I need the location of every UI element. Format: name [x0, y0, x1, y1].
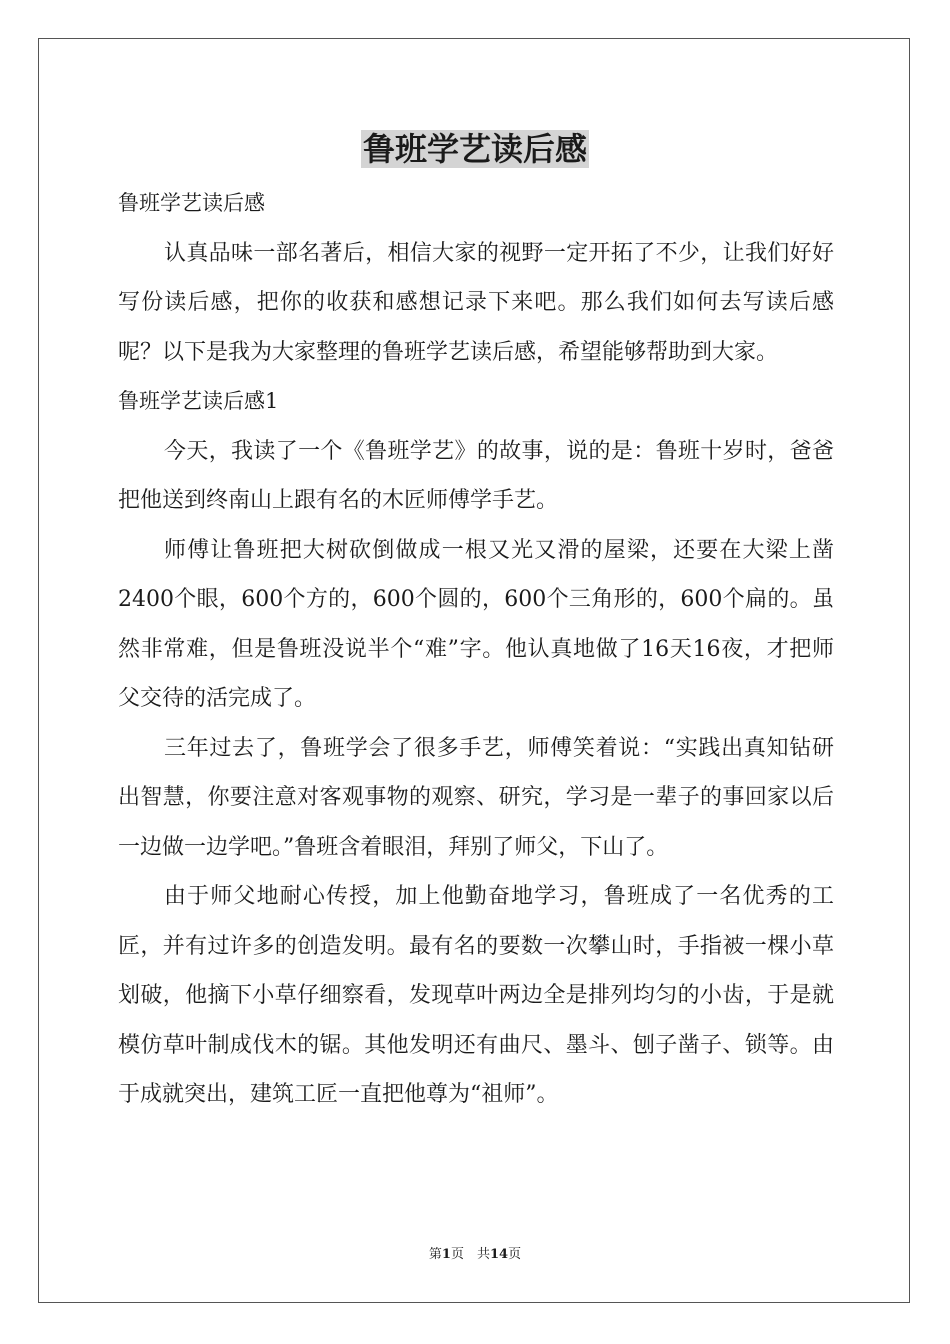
- text-line: 由于师父地耐心传授，加上他勤奋地学习，鲁班成了一名优秀的: [164, 884, 812, 909]
- paragraph-1: [118, 427, 834, 526]
- page-prefix: 第: [428, 1247, 442, 1262]
- text-line: 认真品味一部名著后，相信大家的视野一定开拓了不少，让我们: [164, 240, 790, 266]
- text-line: 凿2400个眼，600个方的，600个圆的，600个三角形的，600个扁: [118, 537, 834, 612]
- page-mid: 页 共: [450, 1247, 490, 1262]
- page-suffix: 页: [508, 1247, 522, 1262]
- intro-paragraph: [118, 229, 834, 378]
- text-line: 凿子、锁等。由于成就突出，建筑工匠一直把他尊为“祖师”。: [118, 1032, 834, 1107]
- text-line: 师傅让鲁班把大树砍倒做成一根又光又滑的屋梁，还要在大梁上: [164, 537, 812, 563]
- paragraph-3: [118, 724, 834, 873]
- text-line: 齿，于是就模仿草叶制成伐木的锯。其他发明还有曲尺、墨斗、刨子: [118, 983, 834, 1058]
- page-current: 1: [441, 1247, 451, 1262]
- text-line: 爸爸把他送到终南山上跟有名的木匠师傅学手艺。: [118, 438, 834, 513]
- text-line: 的。虽然非常难，但是鲁班没说半个“难”字。他认真地做了16天: [118, 587, 834, 662]
- text-line: 棵小草划破，他摘下小草仔细察看，发现草叶两边全是排列均匀的小: [118, 933, 834, 1008]
- page-total: 14: [489, 1247, 509, 1262]
- document-title: [0, 128, 950, 170]
- text-line: 钻研出智慧，你要注意对客观事物的观察、研究，学习是一辈子的事: [118, 735, 834, 810]
- paragraph-2: [118, 526, 834, 724]
- section-heading: 鲁班学艺读后感1: [118, 389, 279, 413]
- text-line: 16夜，才把师父交待的活完成了。: [118, 636, 834, 711]
- text-line: 回家以后一边做一边学吧。”鲁班含着眼泪，拜别了师父，下山了。: [118, 785, 834, 860]
- document-title-text: 鲁班学艺读后感: [362, 130, 587, 168]
- text-line: 工匠，并有过许多的创造发明。最有名的要数一次攀山时，手指被一: [118, 884, 834, 959]
- text-line: 今天，我读了一个《鲁班学艺》的故事，说的是：鲁班十岁时，: [164, 438, 790, 464]
- paragraph-4: [118, 872, 834, 1120]
- text-line: 大家。: [712, 339, 779, 365]
- text-line: 好好写份读后感，把你的收获和感想记录下来吧。那么我们如何去写: [118, 240, 834, 315]
- document-body: [118, 179, 834, 1120]
- document-subtitle: 鲁班学艺读后感: [118, 191, 265, 215]
- text-line: 三年过去了，鲁班学会了很多手艺，师傅笑着说：“实践出真知: [164, 735, 790, 761]
- text-line: 读后感呢？以下是我为大家整理的鲁班学艺读后感，希望能够帮助到: [118, 290, 834, 365]
- page-footer: [0, 1246, 950, 1264]
